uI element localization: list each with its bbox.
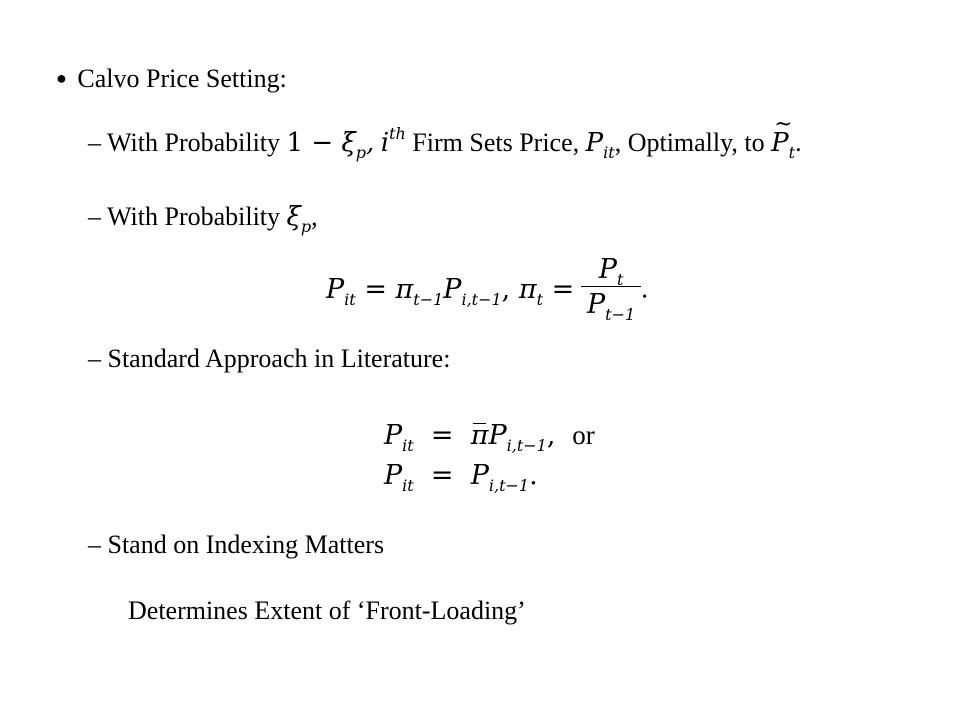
item-standard-approach xyxy=(88,346,450,372)
math-numerator: $P_t$ xyxy=(581,256,641,287)
item-text: Firm Sets Price, xyxy=(412,128,580,157)
connector-or: or xyxy=(572,420,595,450)
item-text: Standard Approach in Literature: xyxy=(107,344,451,373)
item-dash: – xyxy=(88,530,101,559)
math-eq1: $P_{it} = \pi$ $P_{i,t-1}$, xyxy=(384,420,556,455)
bullet-heading xyxy=(56,66,287,92)
note-front-loading: Determines Extent of ‘Front-Loading’ xyxy=(128,596,526,625)
math-prob-reset: $1 - \xi_p$, xyxy=(286,128,375,162)
math-prob-keep: $\xi_p$ xyxy=(286,202,312,236)
equation-indexation: $P_{it} = \pi_{t-1}P_{i,t-1}$, $\pi_t$ = $\frac{P_t}{P_{t-1}}$ . xyxy=(326,254,648,324)
item-indexed-price: – With Probability $\xi_p$, xyxy=(88,202,318,236)
item-text: Stand on Indexing Matters xyxy=(107,530,385,559)
item-indexing-matters xyxy=(88,532,384,558)
math-optimal-price: P ~ $_t$ xyxy=(771,112,796,162)
bullet-title: Calvo Price Setting: xyxy=(77,64,287,93)
math-eq2: $P_{it} = P_{i,t-1}$. xyxy=(384,460,538,495)
item-optimal-price: – With Probability $1 - \xi_p$, $i^{th}$ Firm Sets Price, $P_{it}$, Optimally, to P ~ $_t$. xyxy=(88,112,802,162)
item-text: Optimally, to xyxy=(627,128,765,157)
comma: , xyxy=(614,128,622,157)
item-text: With Probability xyxy=(107,202,281,231)
math-denominator: $P_{t-1}$ xyxy=(587,289,636,324)
equation-standard-1 xyxy=(384,420,595,455)
item-dash: – xyxy=(88,128,101,157)
bullet-marker: ● xyxy=(56,68,67,88)
equation-standard-2 xyxy=(384,460,538,495)
item-dash: – xyxy=(88,344,101,373)
item-dash: – xyxy=(88,202,101,231)
math-fraction xyxy=(581,254,641,324)
item-text: With Probability xyxy=(107,128,281,157)
math-ith: $i^{th}$ xyxy=(380,124,406,158)
math-price: $P_{it}$ xyxy=(585,128,615,162)
math-lhs: $P_{it} = \pi_{t-1}P_{i,t-1}$, $\pi_t$ = xyxy=(326,273,575,309)
